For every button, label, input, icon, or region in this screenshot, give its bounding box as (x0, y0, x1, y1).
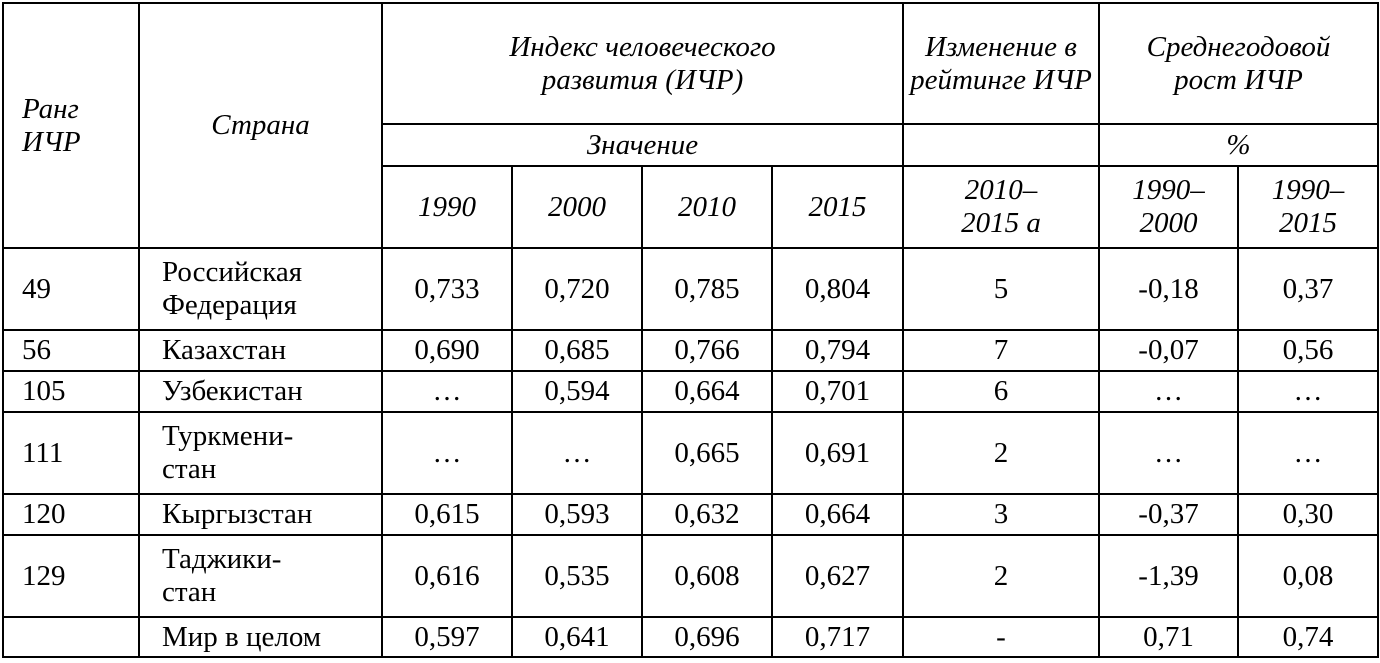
header-rank: Ранг ИЧР (3, 3, 139, 248)
cell-2015: 0,794 (772, 330, 903, 371)
cell-2000: 0,641 (512, 617, 642, 657)
cell-2010: 0,766 (642, 330, 772, 371)
cell-1990: 0,597 (382, 617, 512, 657)
cell-2010: 0,785 (642, 248, 772, 330)
cell-2015: 0,627 (772, 535, 903, 617)
header-country: Страна (139, 3, 382, 248)
cell-country: Туркмени- стан (139, 412, 382, 494)
cell-growth-1: -0,07 (1099, 330, 1238, 371)
cell-country: Казахстан (139, 330, 382, 371)
table-row (3, 248, 1378, 330)
header-row-1 (3, 3, 1378, 124)
cell-country: Таджики- стан (139, 535, 382, 617)
header-growth-period-2: 1990– 2015 (1238, 166, 1378, 248)
cell-2010: 0,696 (642, 617, 772, 657)
cell-growth-2: 0,37 (1238, 248, 1378, 330)
cell-1990: 0,615 (382, 494, 512, 535)
header-rating-change: Изменение в рейтинге ИЧР (903, 3, 1099, 124)
cell-2010: 0,632 (642, 494, 772, 535)
cell-rank: 49 (3, 248, 139, 330)
header-value-label: Значение (382, 124, 903, 166)
header-empty-cell (903, 124, 1099, 166)
cell-growth-1: -0,18 (1099, 248, 1238, 330)
header-growth-period-1: 1990– 2000 (1099, 166, 1238, 248)
cell-2000: … (512, 412, 642, 494)
cell-change: 3 (903, 494, 1099, 535)
cell-growth-2: 0,74 (1238, 617, 1378, 657)
table-row (3, 617, 1378, 657)
cell-country: Узбекистан (139, 371, 382, 412)
cell-rank: 56 (3, 330, 139, 371)
cell-1990: … (382, 371, 512, 412)
cell-2000: 0,535 (512, 535, 642, 617)
cell-rank: 105 (3, 371, 139, 412)
cell-2015: 0,664 (772, 494, 903, 535)
cell-growth-1: 0,71 (1099, 617, 1238, 657)
table-row (3, 535, 1378, 617)
cell-country: Мир в целом (139, 617, 382, 657)
cell-country: Российская Федерация (139, 248, 382, 330)
header-year-1990: 1990 (382, 166, 512, 248)
header-year-2015: 2015 (772, 166, 903, 248)
cell-1990: 0,616 (382, 535, 512, 617)
cell-change: 2 (903, 412, 1099, 494)
cell-2010: 0,665 (642, 412, 772, 494)
cell-rank (3, 617, 139, 657)
cell-growth-1: -0,37 (1099, 494, 1238, 535)
cell-2010: 0,608 (642, 535, 772, 617)
cell-2015: 0,717 (772, 617, 903, 657)
cell-change: 2 (903, 535, 1099, 617)
cell-growth-1: … (1099, 412, 1238, 494)
header-avg-growth: Среднегодовой рост ИЧР (1099, 3, 1378, 124)
cell-rank: 129 (3, 535, 139, 617)
cell-growth-1: … (1099, 371, 1238, 412)
table-row (3, 494, 1378, 535)
cell-1990: 0,690 (382, 330, 512, 371)
header-year-2010: 2010 (642, 166, 772, 248)
cell-2015: 0,804 (772, 248, 903, 330)
cell-2000: 0,720 (512, 248, 642, 330)
cell-growth-1: -1,39 (1099, 535, 1238, 617)
header-change-period: 2010– 2015 a (903, 166, 1099, 248)
cell-change: 7 (903, 330, 1099, 371)
table-row (3, 330, 1378, 371)
cell-growth-2: … (1238, 371, 1378, 412)
cell-country: Кыргызстан (139, 494, 382, 535)
cell-rank: 111 (3, 412, 139, 494)
cell-growth-2: 0,56 (1238, 330, 1378, 371)
cell-2000: 0,593 (512, 494, 642, 535)
header-hdi-group: Индекс человеческого развития (ИЧР) (382, 3, 903, 124)
cell-2010: 0,664 (642, 371, 772, 412)
cell-2000: 0,685 (512, 330, 642, 371)
table-row (3, 371, 1378, 412)
cell-change: 6 (903, 371, 1099, 412)
hdi-table (2, 2, 1379, 658)
cell-2015: 0,701 (772, 371, 903, 412)
cell-growth-2: … (1238, 412, 1378, 494)
cell-1990: 0,733 (382, 248, 512, 330)
cell-change: 5 (903, 248, 1099, 330)
cell-growth-2: 0,08 (1238, 535, 1378, 617)
cell-2000: 0,594 (512, 371, 642, 412)
table-row (3, 412, 1378, 494)
header-percent-label: % (1099, 124, 1378, 166)
cell-2015: 0,691 (772, 412, 903, 494)
cell-growth-2: 0,30 (1238, 494, 1378, 535)
cell-rank: 120 (3, 494, 139, 535)
cell-1990: … (382, 412, 512, 494)
header-year-2000: 2000 (512, 166, 642, 248)
cell-change: - (903, 617, 1099, 657)
